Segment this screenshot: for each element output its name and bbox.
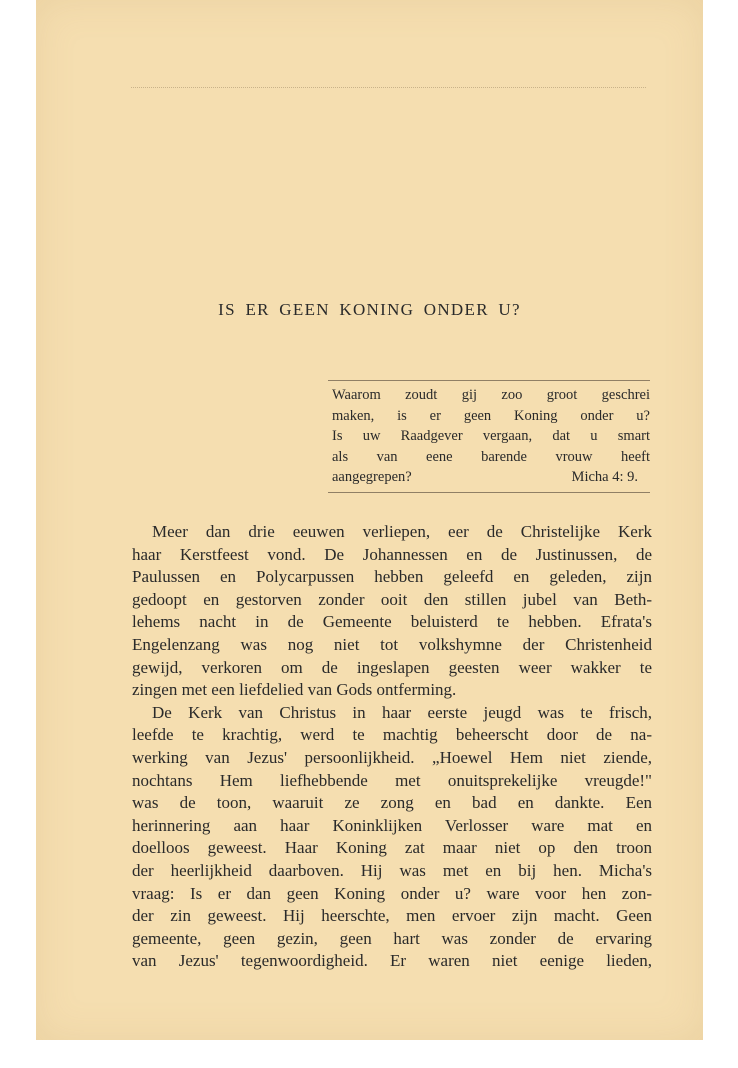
page-header-rule [131, 87, 646, 88]
text-line: herinnering aan haar Koninklijken Verlosser ware mat en [132, 815, 652, 835]
epigraph-reference: Micha 4: 9. [571, 469, 638, 485]
epigraph-line: aangegrepen? [332, 469, 412, 485]
chapter-title: IS ER GEEN KONING ONDER U? [218, 300, 521, 319]
text-line: der zin geweest. Hij heerschte, men ervoer zijn macht. Geen [132, 906, 652, 926]
epigraph-line: maken, is er geen Koning onder u? [332, 407, 650, 424]
text-line: nochtans Hem liefhebbende met onuitsprekelijke vreugde!" [132, 770, 652, 790]
epigraph-line: als van eene barende vrouw heeft [332, 448, 650, 465]
epigraph-top-rule [328, 380, 650, 381]
text-line: Engelenzang was nog niet tot volkshymne der Christenheid [132, 634, 652, 654]
text-line: zingen met een liefdelied van Gods ontferming. [132, 680, 457, 700]
text-line: De Kerk van Christus in haar eerste jeugd was te frisch, [152, 702, 652, 722]
paragraph-2 [132, 702, 652, 973]
text-line: der heerlijkheid daarboven. Hij was met en bij hen. Micha's [132, 860, 652, 880]
text-line: Paulussen en Polycarpussen hebben geleefd en geleden, zijn [132, 567, 652, 587]
epigraph-line: Is uw Raadgever vergaan, dat u smart [332, 428, 650, 444]
text-line: was de toon, waaruit ze zong en bad en dankte. Een [132, 793, 652, 813]
body-text [132, 521, 652, 973]
text-line: doelloos geweest. Haar Koning zat maar niet op den troon [132, 838, 652, 858]
epigraph-bottom-rule [328, 492, 650, 493]
text-line: vraag: Is er dan geen Koning onder u? ware voor hen zon- [132, 883, 652, 903]
text-line: gedoopt en gestorven zonder ooit den stillen jubel van Beth- [132, 589, 652, 609]
text-line: Meer dan drie eeuwen verliepen, eer de Christelijke Kerk [152, 522, 652, 541]
text-line: leefde te krachtig, werd te machtig beheerscht door de na- [132, 725, 652, 745]
book-page [36, 0, 703, 1040]
text-line: werking van Jezus' persoonlijkheid. „Hoewel Hem niet ziende, [132, 747, 652, 767]
epigraph-last-line [332, 467, 650, 488]
text-line: gewijd, verkoren om de ingeslapen geesten weer wakker te [132, 657, 652, 677]
text-line: haar Kerstfeest vond. De Johannessen en de Justinussen, de [132, 544, 652, 564]
epigraph-line: Waarom zoudt gij zoo groot geschrei [332, 387, 650, 403]
paragraph-1 [132, 521, 652, 702]
epigraph [332, 385, 650, 488]
text-line: lehems nacht in de Gemeente beluisterd te hebben. Efrata's [132, 612, 652, 632]
text-line: van Jezus' tegenwoordigheid. Er waren niet eenige lieden, [132, 951, 652, 971]
text-line: gemeente, geen gezin, geen hart was zonder de ervaring [132, 928, 652, 948]
